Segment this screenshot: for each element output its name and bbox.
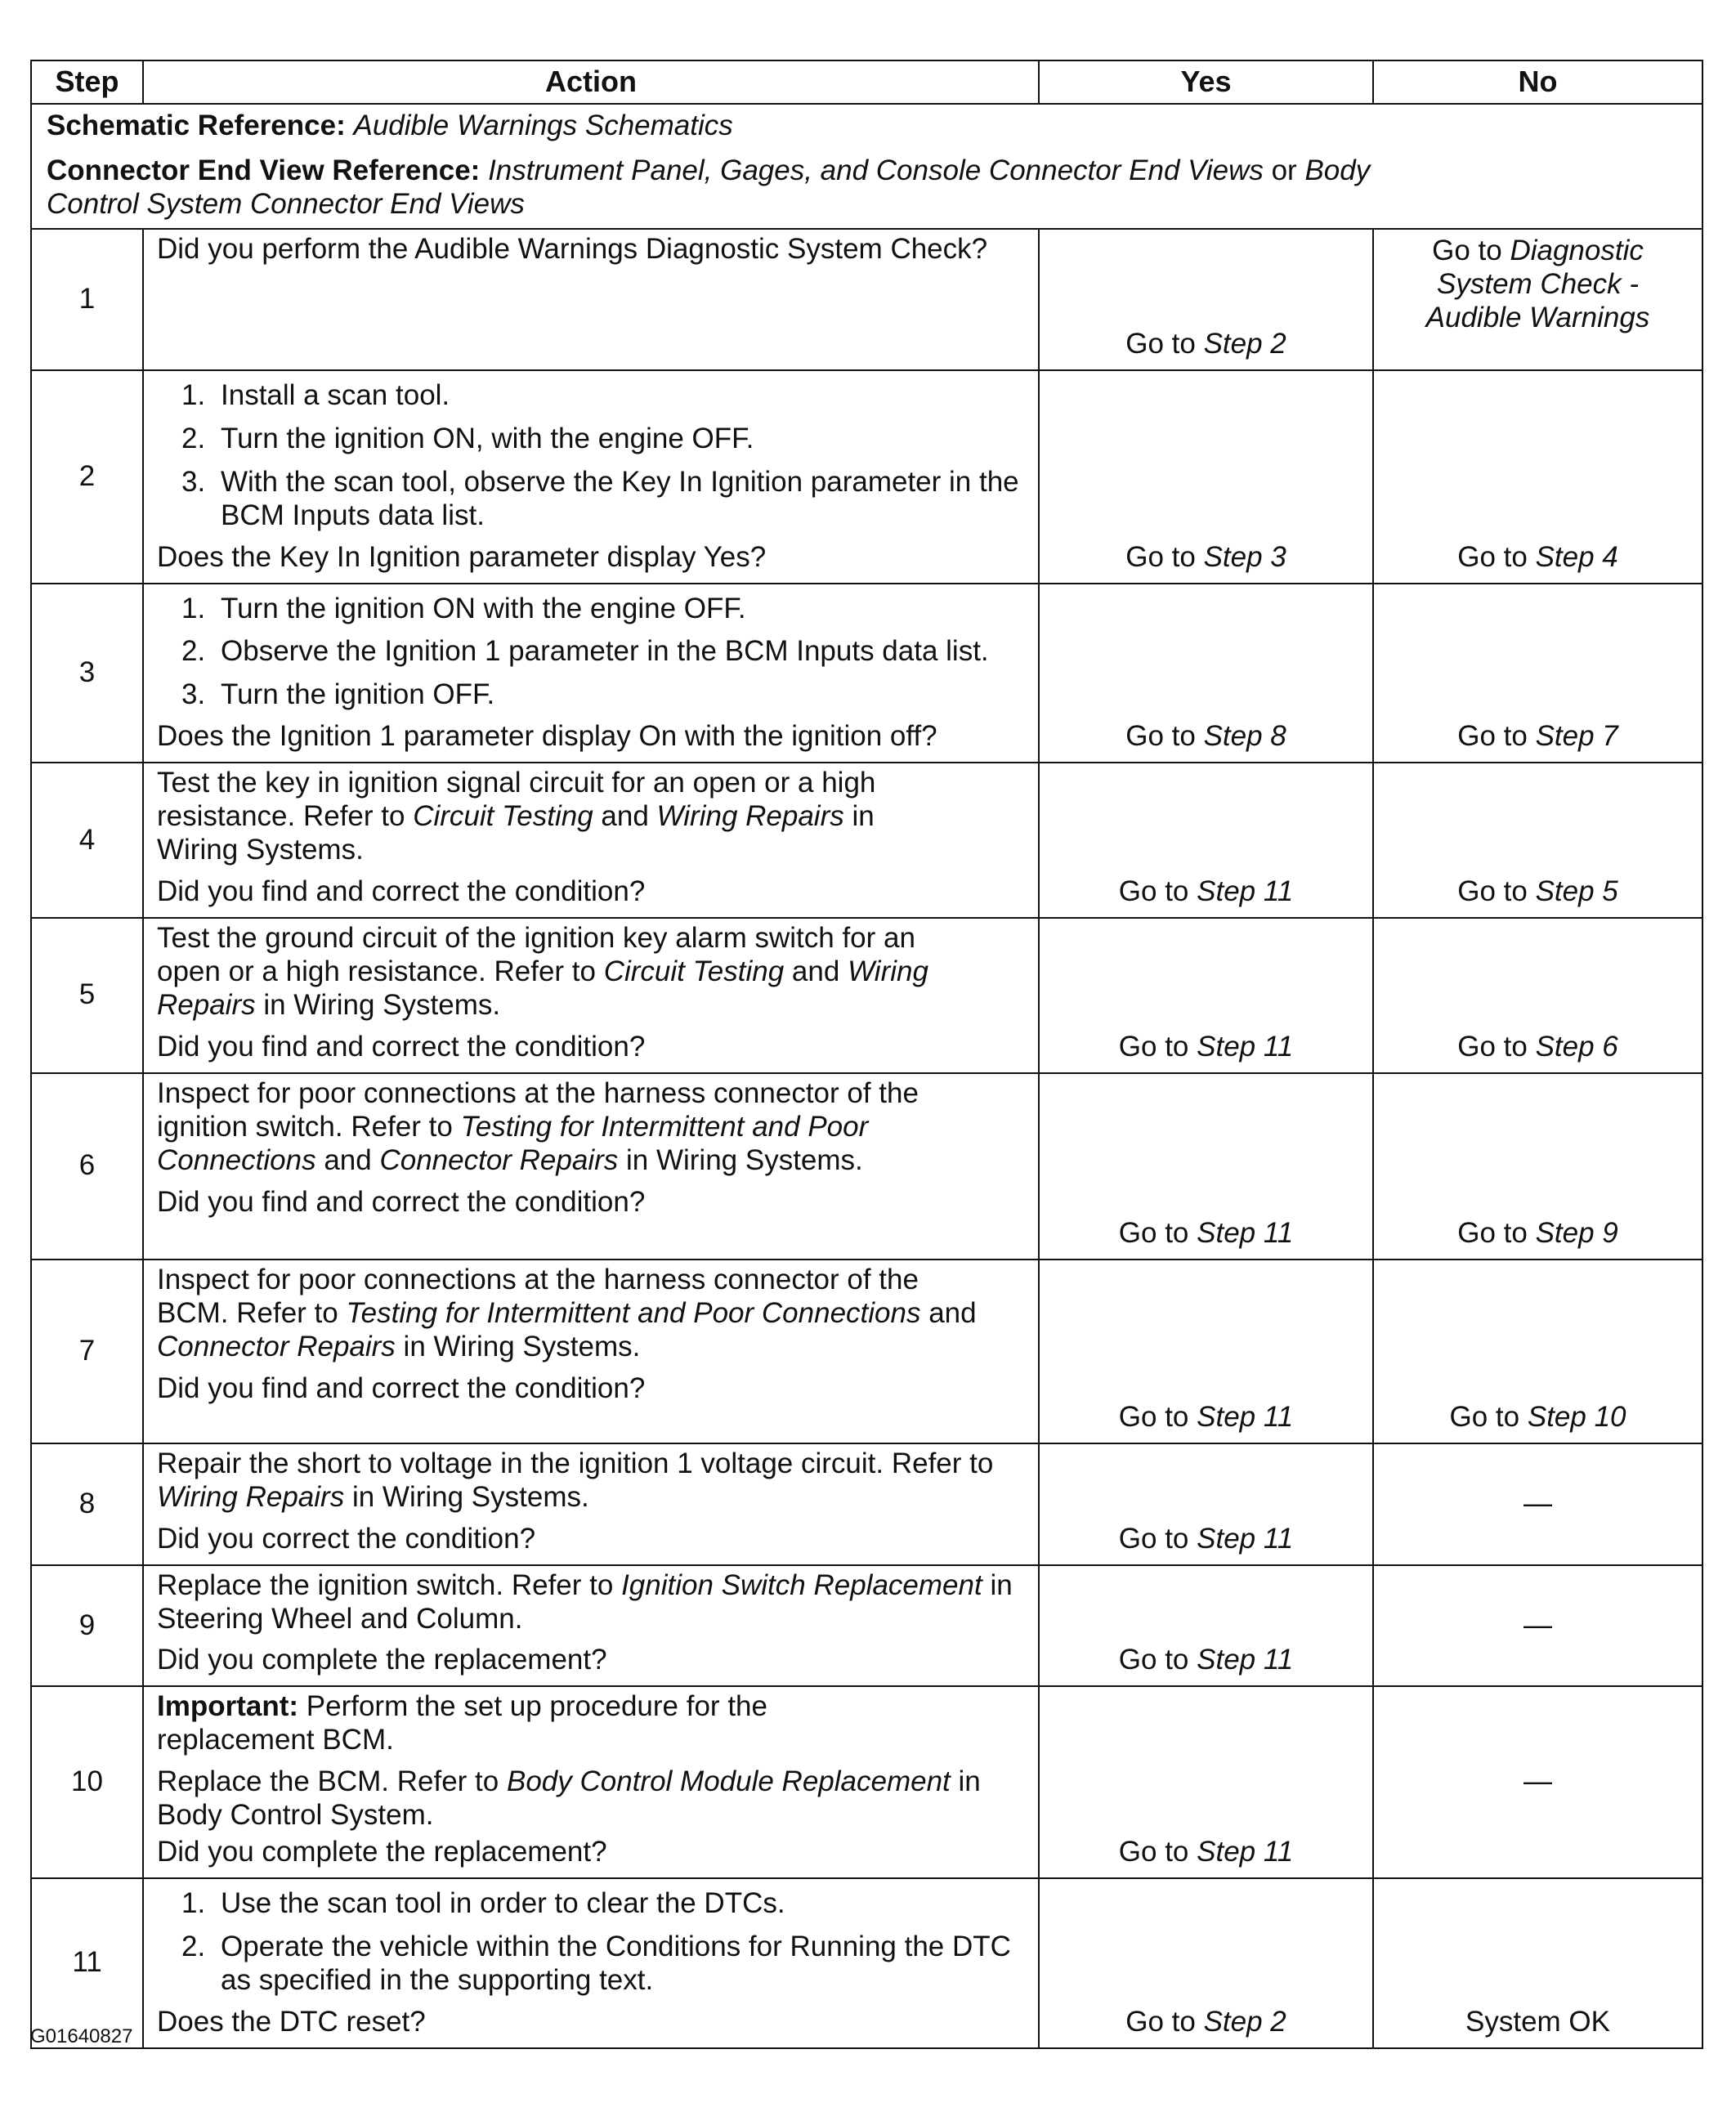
procedure-list bbox=[157, 593, 1025, 713]
action-cell bbox=[143, 584, 1039, 763]
step-link[interactable]: Step 2 bbox=[1203, 327, 1286, 360]
yes-cell: Go to Step 11 bbox=[1039, 1260, 1373, 1443]
step-link[interactable]: Step 11 bbox=[1197, 1836, 1294, 1868]
step-link[interactable]: Step 3 bbox=[1203, 540, 1286, 573]
step-link[interactable]: Step 4 bbox=[1535, 540, 1618, 573]
header-action: Action bbox=[143, 60, 1039, 104]
table-row bbox=[31, 229, 1702, 370]
action-question: Did you complete the replacement? bbox=[157, 1836, 607, 1868]
connector-repairs-link[interactable]: Connector Repairs bbox=[379, 1143, 619, 1176]
step-number: 9 bbox=[31, 1565, 143, 1687]
step-number: 5 bbox=[31, 918, 143, 1073]
yes-cell: Go to Step 11 bbox=[1039, 918, 1373, 1073]
step-number: 3 bbox=[31, 584, 143, 763]
action-question: Does the Ignition 1 parameter display On with the ignition off? bbox=[157, 720, 937, 753]
list-item: 2. Observe the Ignition 1 parameter in the BCM Inputs data list. bbox=[181, 635, 989, 668]
procedure-list bbox=[157, 379, 1025, 533]
table-row bbox=[31, 1878, 1702, 2048]
header-step: Step bbox=[31, 60, 143, 104]
diagnostic-system-check-link[interactable]: Diagnostic System Check - Audible Warnings bbox=[1425, 234, 1650, 333]
list-item: 1. Install a scan tool. bbox=[181, 378, 450, 411]
no-cell: Go to Step 10 bbox=[1373, 1260, 1702, 1443]
important-note: Important: Perform the set up procedure for the replacement BCM. bbox=[157, 1690, 767, 1756]
yes-cell: Go to Step 2 bbox=[1039, 1878, 1373, 2048]
header-no: No bbox=[1373, 60, 1702, 104]
yes-cell: Go to Step 2 bbox=[1039, 229, 1373, 370]
action-cell: Test the ground circuit of the ignition key alarm switch for an open or a high resistance. Refer to Circuit Testing and Wiring Repairs in Wiring Systems. Did you find and correct the condition? bbox=[143, 918, 1039, 1073]
yes-cell: Go to Step 11 bbox=[1039, 1073, 1373, 1260]
no-cell: Go to Step 4 bbox=[1373, 370, 1702, 584]
step-number: 8 bbox=[31, 1443, 143, 1565]
schematic-reference bbox=[47, 110, 1687, 143]
step-link[interactable]: Step 6 bbox=[1535, 1030, 1618, 1063]
table-row bbox=[31, 370, 1702, 584]
yes-cell: Go to Step 8 bbox=[1039, 584, 1373, 763]
step-link[interactable]: Step 8 bbox=[1203, 720, 1286, 753]
step-link[interactable]: Step 11 bbox=[1197, 1522, 1294, 1555]
no-cell: Go to Step 9 bbox=[1373, 1073, 1702, 1260]
yes-cell: Go to Step 11 bbox=[1039, 763, 1373, 918]
yes-cell: Go to Step 3 bbox=[1039, 370, 1373, 584]
action-cell: Inspect for poor connections at the harness connector of the BCM. Refer to Testing for Intermittent and Poor Connections and Connector Repairs in Wiring Systems. Did you find and correct the condition? bbox=[143, 1260, 1039, 1443]
connector-reference bbox=[47, 154, 1452, 221]
action-question: Does the Key In Ignition parameter display Yes? bbox=[157, 540, 767, 573]
table-row bbox=[31, 1073, 1702, 1260]
action-cell: Important: Perform the set up procedure for the replacement BCM. Replace the BCM. Refer to Body Control Module Replacement in Body Control System. Did you complete the replacement? bbox=[143, 1686, 1039, 1878]
step-number: 2 bbox=[31, 370, 143, 584]
yes-cell: Go to Step 11 bbox=[1039, 1565, 1373, 1687]
action-question: Did you find and correct the condition? bbox=[157, 875, 646, 908]
action-question: Does the DTC reset? bbox=[157, 2005, 426, 2038]
figure-code: G01640827 bbox=[30, 2025, 133, 2047]
step-number: 6 bbox=[31, 1073, 143, 1260]
action-cell: Test the key in ignition signal circuit for an open or a high resistance. Refer to Circuit Testing and Wiring Repairs in Wiring Systems. Did you find and correct the condition? bbox=[143, 763, 1039, 918]
action-cell: Replace the ignition switch. Refer to Ignition Switch Replacement in Steering Wheel and Column. Did you complete the replacement? bbox=[143, 1565, 1039, 1687]
action-question: Did you find and correct the condition? bbox=[157, 1030, 646, 1063]
step-link[interactable]: Step 5 bbox=[1535, 875, 1618, 908]
list-item: 3. With the scan tool, observe the Key In Ignition parameter in the BCM Inputs data list. bbox=[181, 465, 1019, 531]
no-cell: Go to Step 7 bbox=[1373, 584, 1702, 763]
step-link[interactable]: Step 11 bbox=[1197, 1644, 1294, 1676]
list-item: 2. Operate the vehicle within the Conditions for Running the DTC as specified in the supporting text. bbox=[181, 1931, 1011, 1996]
no-cell: Go to Step 6 bbox=[1373, 918, 1702, 1073]
connector-reference-link-2[interactable]: Body Control System Connector End Views bbox=[47, 154, 1371, 220]
no-cell: Go to Diagnostic System Check - Audible Warnings bbox=[1373, 229, 1702, 370]
action-cell bbox=[143, 229, 1039, 370]
step-number: 10 bbox=[31, 1686, 143, 1878]
table-row bbox=[31, 584, 1702, 763]
no-cell: System OK bbox=[1373, 1878, 1702, 2048]
step-link[interactable]: Step 2 bbox=[1203, 2005, 1286, 2038]
testing-intermittent-link[interactable]: Testing for Intermittent and Poor Connections bbox=[346, 1296, 921, 1329]
step-number: 11 bbox=[31, 1878, 143, 2048]
connector-reference-or: or bbox=[1271, 154, 1297, 186]
step-link[interactable]: Step 11 bbox=[1197, 1216, 1294, 1249]
table-row bbox=[31, 918, 1702, 1073]
step-link[interactable]: Step 9 bbox=[1535, 1216, 1618, 1249]
list-item: 1. Turn the ignition ON with the engine OFF. bbox=[181, 592, 746, 624]
action-question: Did you correct the condition? bbox=[157, 1522, 536, 1555]
no-cell: — bbox=[1373, 1565, 1702, 1687]
wiring-repairs-link[interactable]: Wiring Repairs bbox=[157, 955, 928, 1021]
circuit-testing-link[interactable]: Circuit Testing bbox=[603, 955, 785, 987]
action-question: Did you perform the Audible Warnings Diagnostic System Check? bbox=[157, 232, 988, 265]
list-item: 3. Turn the ignition OFF. bbox=[181, 678, 495, 711]
important-label: Important: bbox=[157, 1690, 299, 1723]
schematic-reference-label: Schematic Reference: bbox=[47, 110, 346, 141]
table-row bbox=[31, 763, 1702, 918]
connector-reference-label: Connector End View Reference: bbox=[47, 154, 481, 186]
step-number: 4 bbox=[31, 763, 143, 918]
step-link[interactable]: Step 7 bbox=[1535, 720, 1618, 753]
step-number: 1 bbox=[31, 229, 143, 370]
step-link[interactable]: Step 11 bbox=[1197, 1400, 1294, 1433]
header-row bbox=[31, 60, 1702, 104]
action-cell bbox=[143, 1878, 1039, 2048]
table-row bbox=[31, 1565, 1702, 1687]
action-cell: Repair the short to voltage in the ignition 1 voltage circuit. Refer to Wiring Repairs in Wiring Systems. Did you correct the condition? bbox=[143, 1443, 1039, 1565]
table-row bbox=[31, 1260, 1702, 1443]
yes-cell: Go to Step 11 bbox=[1039, 1443, 1373, 1565]
no-cell: Go to Step 5 bbox=[1373, 763, 1702, 918]
testing-intermittent-link[interactable]: Testing for Intermittent and Poor Connections bbox=[157, 1110, 869, 1176]
bcm-replacement-link[interactable]: Body Control Module Replacement bbox=[506, 1765, 951, 1798]
ignition-switch-replacement-link[interactable]: Ignition Switch Replacement bbox=[621, 1568, 982, 1601]
reference-cell bbox=[31, 104, 1702, 229]
connector-reference-link-1[interactable]: Instrument Panel, Gages, and Console Connector End Views bbox=[488, 154, 1264, 186]
step-link[interactable]: Step 11 bbox=[1197, 1030, 1294, 1063]
connector-repairs-link[interactable]: Connector Repairs bbox=[157, 1330, 396, 1363]
action-question: Did you find and correct the condition? bbox=[157, 1185, 646, 1218]
no-cell: — bbox=[1373, 1686, 1702, 1878]
yes-cell: Go to Step 11 bbox=[1039, 1686, 1373, 1878]
action-cell: Inspect for poor connections at the harness connector of the ignition switch. Refer to Testing for Intermittent and Poor Connections and Connector Repairs in Wiring Systems. Did you find and correct the condition? bbox=[143, 1073, 1039, 1260]
wiring-repairs-link[interactable]: Wiring Repairs bbox=[656, 800, 844, 833]
table-row bbox=[31, 1443, 1702, 1565]
action-question: Did you complete the replacement? bbox=[157, 1644, 607, 1676]
list-item: 2. Turn the ignition ON, with the engine OFF. bbox=[181, 422, 754, 454]
action-cell bbox=[143, 370, 1039, 584]
procedure-list bbox=[157, 1887, 1025, 1998]
step-link[interactable]: Step 11 bbox=[1197, 875, 1294, 908]
table-row bbox=[31, 1686, 1702, 1878]
schematic-reference-link[interactable]: Audible Warnings Schematics bbox=[353, 110, 733, 141]
circuit-testing-link[interactable]: Circuit Testing bbox=[413, 800, 593, 833]
step-number: 7 bbox=[31, 1260, 143, 1443]
action-question: Did you find and correct the condition? bbox=[157, 1371, 646, 1404]
list-item: 1. Use the scan tool in order to clear the DTCs. bbox=[181, 1887, 785, 1920]
header-yes: Yes bbox=[1039, 60, 1373, 104]
diagnostic-table bbox=[30, 60, 1703, 2049]
reference-row bbox=[31, 104, 1702, 229]
wiring-repairs-link[interactable]: Wiring Repairs bbox=[157, 1480, 345, 1513]
no-cell: — bbox=[1373, 1443, 1702, 1565]
step-link[interactable]: Step 10 bbox=[1527, 1400, 1626, 1433]
